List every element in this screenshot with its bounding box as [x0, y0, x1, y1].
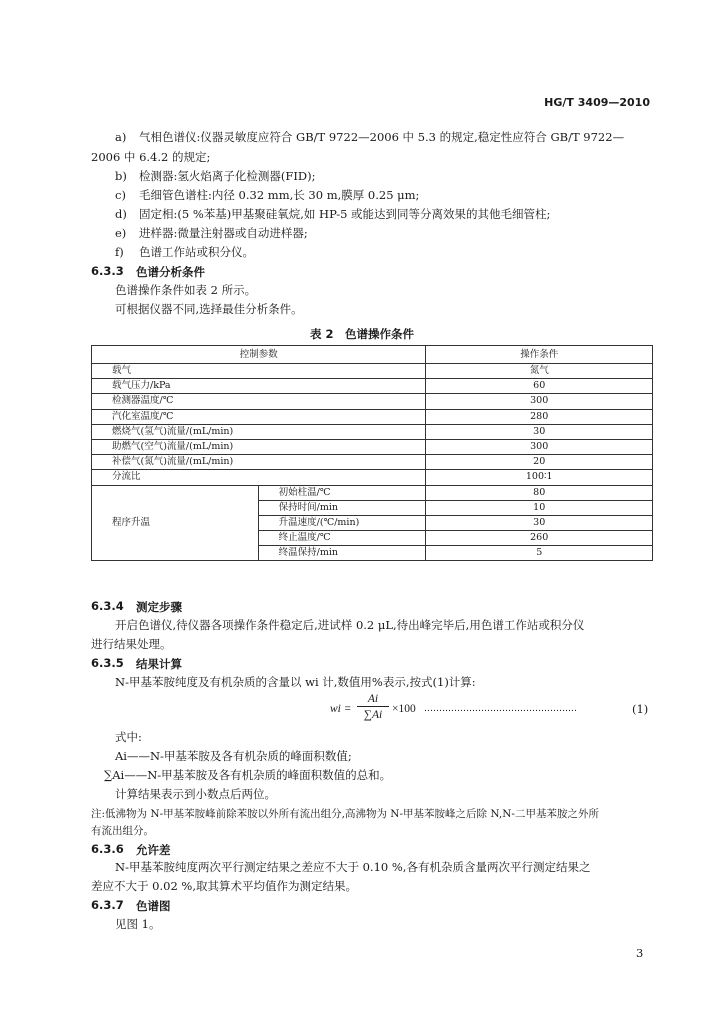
paragraph: N-甲基苯胺纯度两次平行测定结果之差应不大于 0.10 %,各有机杂质含量两次平行测定结果之 [115, 860, 591, 874]
list-label-f: f) [115, 245, 124, 259]
formula-number: (1) [632, 702, 649, 716]
table-header-param: 控制参数 [92, 346, 426, 364]
list-text-c: 毛细管色谱柱:内径 0.32 mm,长 30 m,膜厚 0.25 μm; [139, 188, 420, 202]
table-cell-value: 280 [426, 409, 653, 424]
document-code: HG/T 3409—2010 [544, 96, 650, 109]
section-title-6-3-5: 结果计算 [136, 657, 182, 671]
page-number: 3 [636, 946, 644, 960]
table-cell-value: 氮气 [426, 364, 653, 379]
table-cell-value: 20 [426, 455, 653, 470]
paragraph: 进行结果处理。 [91, 637, 172, 651]
table-cell-param: 初始柱温/℃ [258, 485, 426, 500]
table-cell-value: 300 [426, 394, 653, 409]
section-title-6-3-7: 色谱图 [136, 899, 171, 913]
formula-leader-dots: …………………………………………… [424, 704, 577, 714]
table-cell-value: 10 [426, 500, 653, 515]
table-cell-param: 分流比 [92, 470, 426, 485]
list-label-e: e) [115, 226, 127, 240]
list-label-d: d) [115, 207, 127, 221]
table-cell-param: 保持时间/min [258, 500, 426, 515]
table-cell-param: 升温速度/(℃/min) [258, 515, 426, 530]
list-label-a: a) [115, 130, 127, 144]
list-text-f: 色谱工作站或积分仪。 [139, 245, 254, 259]
paragraph: 色谱操作条件如表 2 所示。 [115, 283, 257, 297]
list-label-c: c) [115, 188, 126, 202]
table-cell-param: 载气压力/kPa [92, 379, 426, 394]
list-text-d: 固定相:(5 %苯基)甲基聚硅氧烷,如 HP-5 或能达到同等分离效果的其他毛细管柱; [139, 207, 551, 221]
list-text-b: 检测器:氢火焰离子化检测器(FID); [139, 169, 316, 183]
table-cell-param: 检测器温度/℃ [92, 394, 426, 409]
table-header-value: 操作条件 [426, 346, 653, 364]
section-title-6-3-3: 色谱分析条件 [136, 265, 205, 279]
operating-conditions-table [91, 345, 653, 561]
fraction-bar [357, 706, 389, 707]
table-cell-param: 燃烧气(氢气)流量/(mL/min) [92, 424, 426, 439]
paragraph: 可根据仪器不同,选择最佳分析条件。 [115, 302, 303, 316]
section-number-6-3-3: 6.3.3 [91, 264, 124, 278]
paragraph: 计算结果表示到小数点后两位。 [115, 787, 276, 801]
list-label-b: b) [115, 169, 127, 183]
table-cell-value: 60 [426, 379, 653, 394]
table-cell-param: 汽化室温度/℃ [92, 409, 426, 424]
section-title-6-3-4: 测定步骤 [136, 600, 182, 614]
where-label: 式中: [115, 730, 142, 744]
table-caption: 表 2 色谱操作条件 [309, 327, 414, 341]
table-cell-program-label: 程序升温 [92, 485, 259, 561]
definition-sum-ai: ∑Ai——N-甲基苯胺及各有机杂质的峰面积数值的总和。 [104, 768, 392, 782]
paragraph: 见图 1。 [115, 917, 161, 931]
table-cell-value: 5 [426, 546, 653, 561]
table-cell-param: 助燃气(空气)流量/(mL/min) [92, 439, 426, 454]
table-cell-value: 80 [426, 485, 653, 500]
formula-numerator: Ai [367, 693, 379, 705]
note-text-cont: 有流出组分。 [91, 825, 154, 837]
formula-multiplier: ×100 [392, 703, 416, 715]
table-cell-param: 载气 [92, 364, 426, 379]
table-cell-param: 补偿气(氮气)流量/(mL/min) [92, 455, 426, 470]
paragraph: 开启色谱仪,待仪器各项操作条件稳定后,进试样 0.2 μL,待出峰完毕后,用色谱工作站或积分仪 [115, 618, 585, 632]
table-cell-value: 260 [426, 531, 653, 546]
paragraph: N-甲基苯胺纯度及有机杂质的含量以 wi 计,数值用%表示,按式(1)计算: [115, 675, 476, 689]
table-cell-param: 终温保持/min [258, 546, 426, 561]
section-number-6-3-6: 6.3.6 [91, 842, 124, 856]
section-number-6-3-7: 6.3.7 [91, 898, 124, 912]
table-cell-value: 100∶1 [426, 470, 653, 485]
section-number-6-3-4: 6.3.4 [91, 599, 124, 613]
table-cell-value: 300 [426, 439, 653, 454]
table-cell-value: 30 [426, 515, 653, 530]
section-number-6-3-5: 6.3.5 [91, 656, 124, 670]
section-title-6-3-6: 允许差 [136, 843, 171, 857]
list-text-a-cont: 2006 中 6.4.2 的规定; [91, 150, 211, 164]
formula-denominator: ∑Ai [363, 709, 383, 721]
note-text: 注:低沸物为 N-甲基苯胺峰前除苯胺以外所有流出组分,高沸物为 N-甲基苯胺峰之后除 N,N-二甲基苯胺之外所 [91, 808, 599, 820]
table-cell-param: 终止温度/℃ [258, 531, 426, 546]
paragraph: 差应不大于 0.02 %,取其算术平均值作为测定结果。 [91, 879, 357, 893]
table-cell-value: 30 [426, 424, 653, 439]
list-text-e: 进样器:微量注射器或自动进样器; [139, 226, 308, 240]
definition-ai: Ai——N-甲基苯胺及各有机杂质的峰面积数值; [115, 749, 352, 763]
formula-lhs: wi = [330, 703, 352, 715]
list-text-a: 气相色谱仪:仪器灵敏度应符合 GB/T 9722—2006 中 5.3 的规定,稳定性应符合 GB/T 9722— [139, 130, 625, 144]
